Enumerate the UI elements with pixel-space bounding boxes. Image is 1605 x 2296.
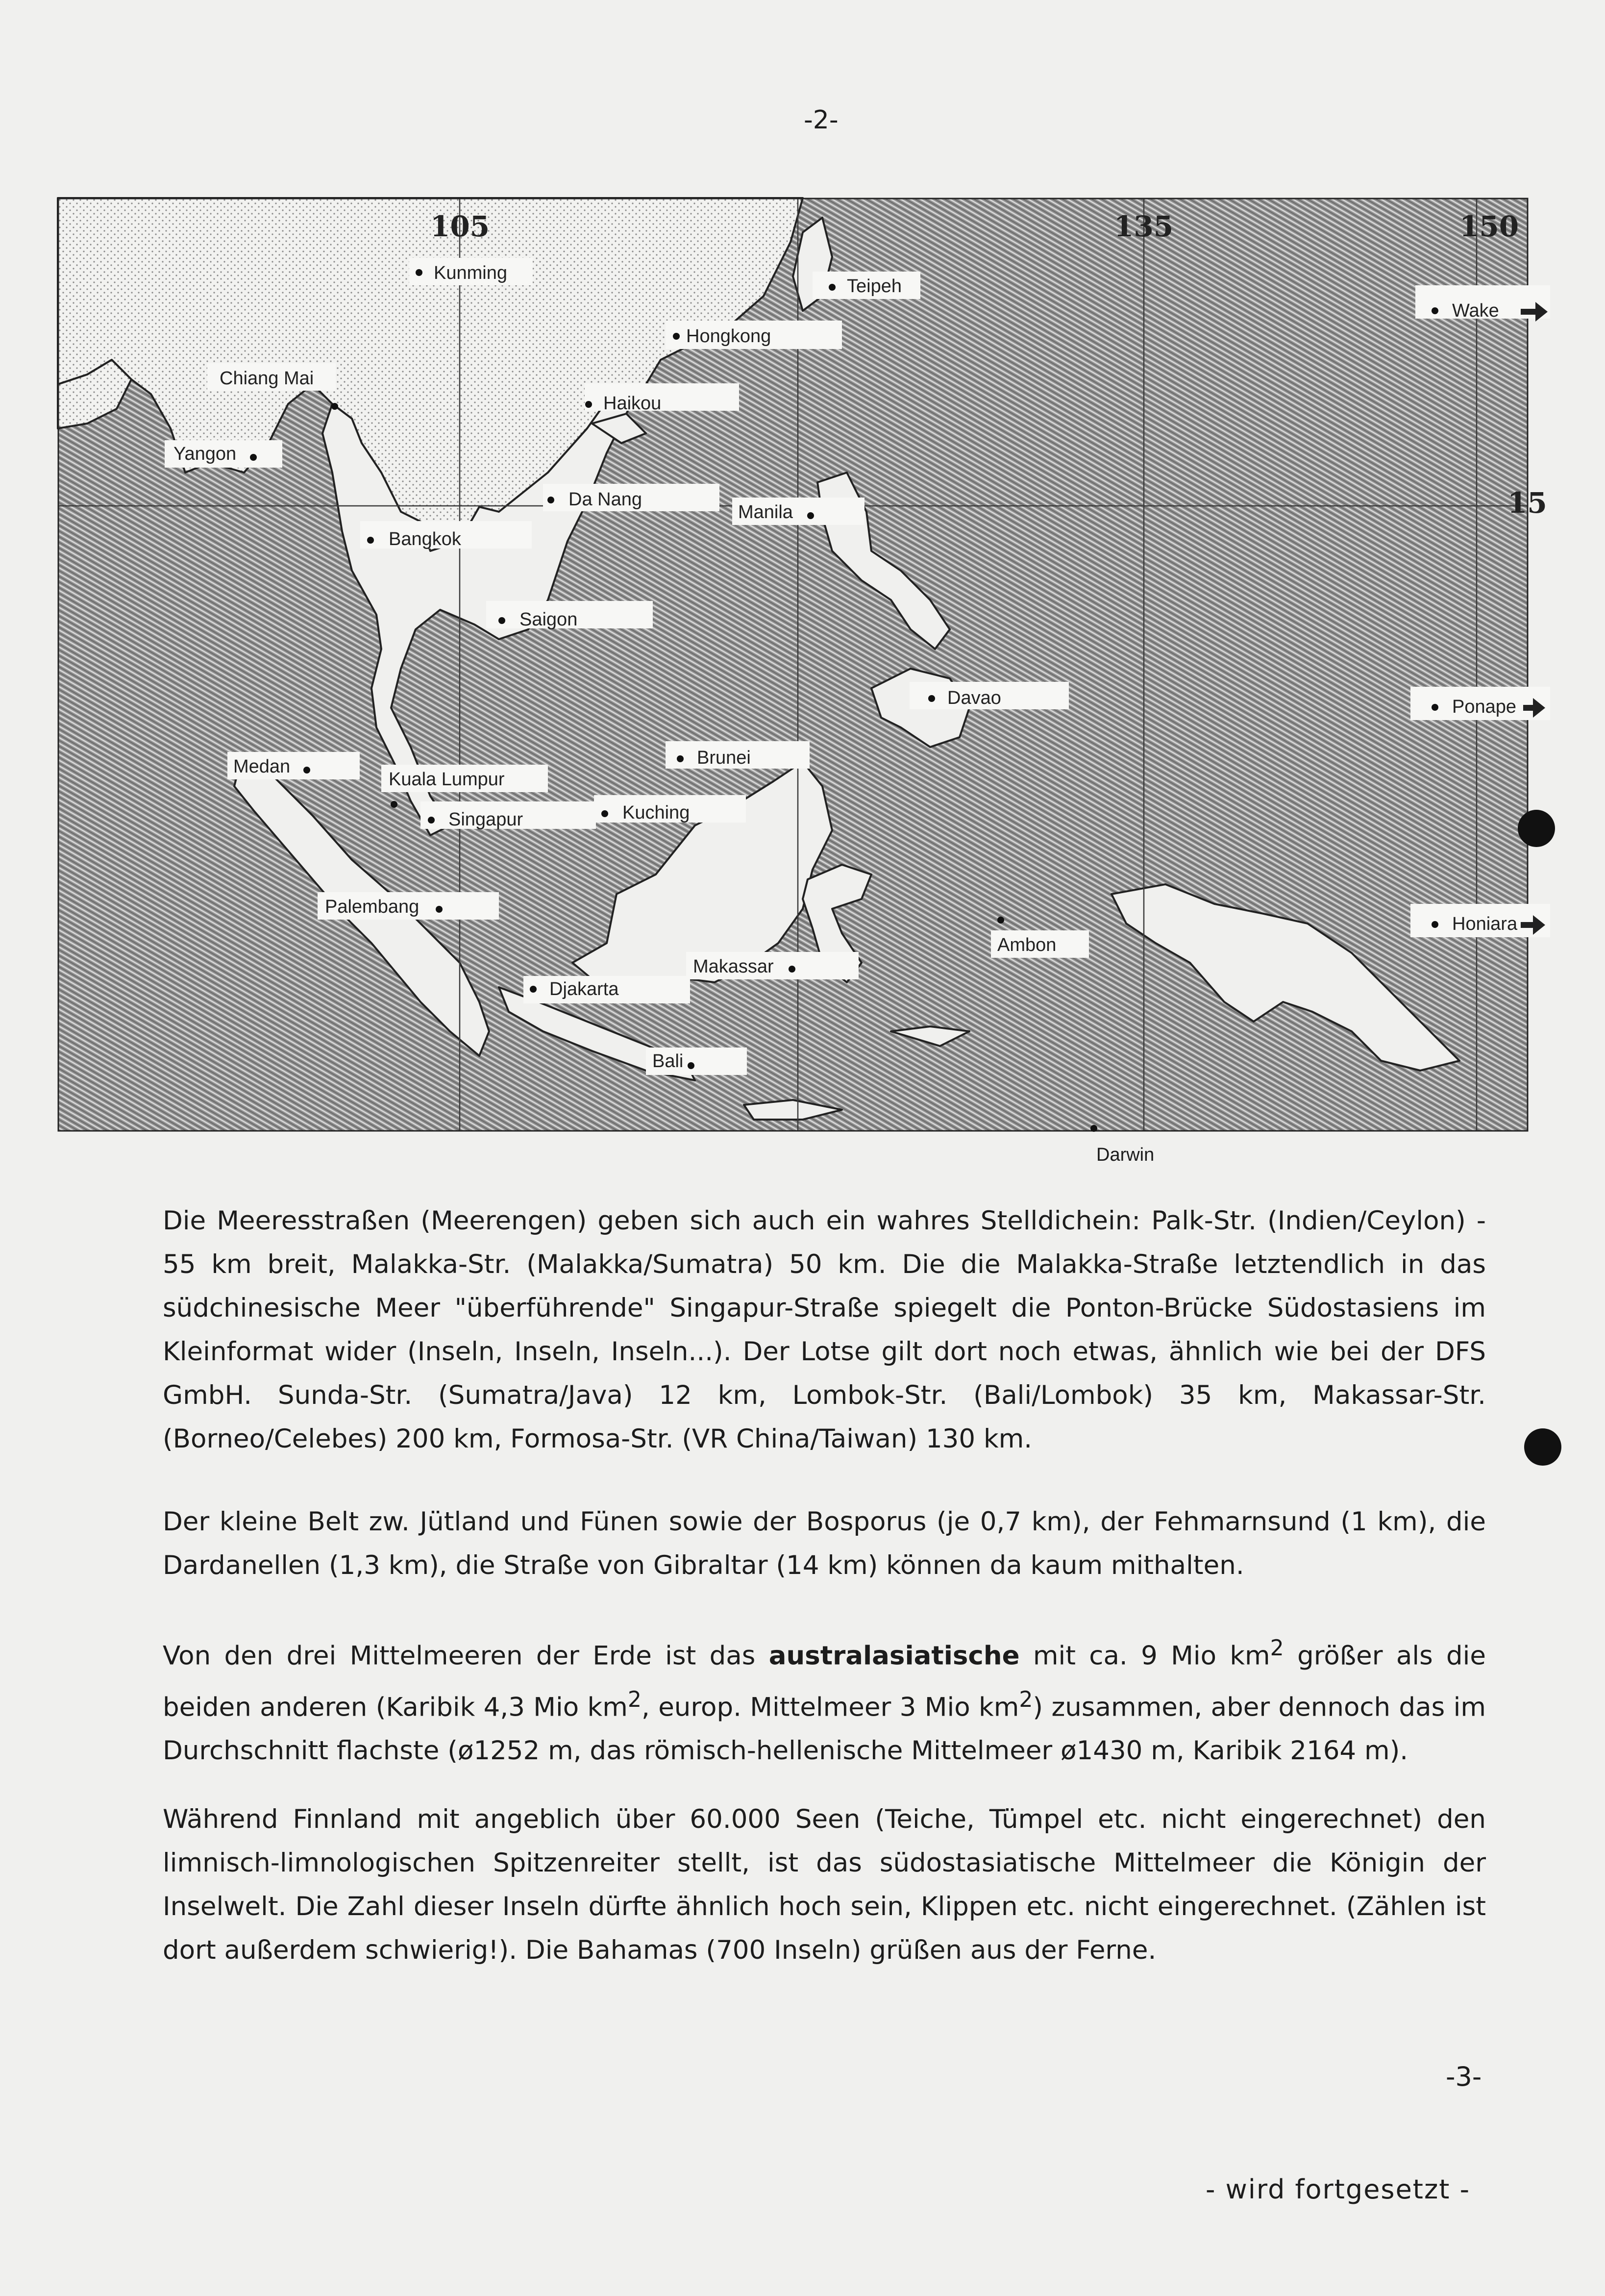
city-bangkok: Bangkok bbox=[389, 529, 461, 549]
text-segment: mit ca. 9 Mio km bbox=[1019, 1641, 1270, 1671]
city-makassar: Makassar bbox=[693, 956, 774, 977]
city-yangon: Yangon bbox=[173, 444, 237, 464]
city-djakarta: Djakarta bbox=[549, 979, 619, 999]
city-teipeh: Teipeh bbox=[847, 276, 902, 297]
bold-term: australasiatische bbox=[768, 1641, 1020, 1671]
punch-hole bbox=[1524, 1428, 1561, 1466]
city-davao: Davao bbox=[947, 688, 1001, 708]
superscript: 2 bbox=[627, 1687, 642, 1712]
paragraph-text: Während Finnland mit angeblich über 60.000 Seen (Teiche, Tümpel etc. nicht eingerechnet) den limnisch-limnologischen Spitzenreiter stellt, ist das südostasiatische Mittelmeer die Königin der Inselwelt. Die Zahl dieser Inseln dürfte ähnlich hoch sein, Klippen etc. nicht eingerechnet. (Zählen ist dort außerdem schwierig!). Die Bahamas (700 Inseln) grüßen aus der Ferne. bbox=[163, 1804, 1486, 1965]
city-haikou: Haikou bbox=[603, 393, 662, 414]
city-bali: Bali bbox=[652, 1051, 684, 1072]
city-singapur: Singapur bbox=[448, 809, 523, 830]
superscript: 2 bbox=[1019, 1687, 1033, 1712]
punch-hole bbox=[1518, 810, 1555, 847]
paragraph-text: Der kleine Belt zw. Jütland und Fünen sowie der Bosporus (je 0,7 km), der Fehmarnsund (1 km), die Dardanellen (1,3 km), die Straße von Gibraltar (14 km) können da kaum mithalten. bbox=[163, 1507, 1486, 1580]
city-darwin: Darwin bbox=[1096, 1145, 1155, 1165]
southeast-asia-map bbox=[58, 198, 1547, 1131]
city-kunming: Kunming bbox=[434, 263, 507, 283]
city-kuala-lumpur: Kuala Lumpur bbox=[389, 769, 505, 790]
city-palembang: Palembang bbox=[325, 897, 420, 917]
paragraph-text: Die Meeresstraßen (Meerengen) geben sich auch ein wahres Stelldichein: Palk-Str. (Indien/Ceylon) - 55 km breit, Malakka-Str. (Malakka/Sumatra) 50 km. Die die Malakka-Straße letztendlich in das südchinesische Meer "überführende" Singapur-Straße spiegelt die Ponton-Brücke Südostasiens im Kleinformat wider (Inseln, Inseln, Inseln...). Der Lotse gilt dort noch etwas, ähnlich wie bei der DFS GmbH. Sunda-Str. (Sumatra/Java) 12 km, Lombok-Str. (Bali/Lombok) 35 km, Makassar-Str. (Borneo/Celebes) 200 km, Formosa-Str. (VR China/Taiwan) 130 km. bbox=[163, 1206, 1486, 1454]
text-segment: größer als die beiden anderen (Karibik 4,3 Mio km bbox=[163, 1641, 1486, 1722]
city-ambon: Ambon bbox=[997, 935, 1057, 955]
city-wake: Wake bbox=[1452, 300, 1499, 321]
city-kuching: Kuching bbox=[622, 802, 690, 823]
lon-150-label: 150 bbox=[1459, 210, 1519, 243]
superscript: 2 bbox=[1270, 1636, 1284, 1661]
city-hongkong: Hongkong bbox=[686, 326, 771, 347]
text-segment: , europ. Mittelmeer 3 Mio km bbox=[641, 1692, 1019, 1722]
page-number-bottom: -3- bbox=[1446, 2061, 1482, 2092]
text-segment: Von den drei Mittelmeeren der Erde ist das bbox=[163, 1641, 769, 1671]
city-honiara: Honiara bbox=[1452, 914, 1518, 934]
paragraph-mediterranean bbox=[163, 1626, 1486, 1772]
text-segment: ) zusammen, aber dennoch das im Durchschnitt flachste (ø1252 m, das römisch-hellenische Mittelmeer ø1430 m, Karibik 2164 m). bbox=[163, 1692, 1486, 1766]
paragraph-islands bbox=[163, 1797, 1486, 1972]
page-number-top: -2- bbox=[804, 105, 839, 135]
city-manila: Manila bbox=[738, 502, 793, 523]
lat-15-label: 15 bbox=[1507, 486, 1547, 520]
city-saigon: Saigon bbox=[519, 609, 578, 630]
lon-135-label: 135 bbox=[1114, 210, 1174, 243]
city-da-nang: Da Nang bbox=[568, 489, 642, 510]
lon-105-label: 105 bbox=[430, 210, 490, 243]
city-ponape: Ponape bbox=[1452, 697, 1517, 717]
city-chiang-mai: Chiang Mai bbox=[220, 368, 314, 389]
paragraph-straits bbox=[163, 1199, 1486, 1461]
city-medan: Medan bbox=[233, 756, 291, 777]
city-brunei: Brunei bbox=[697, 748, 751, 768]
paragraph-belt bbox=[163, 1500, 1486, 1587]
continued-note: - wird fortgesetzt - bbox=[1206, 2174, 1471, 2205]
